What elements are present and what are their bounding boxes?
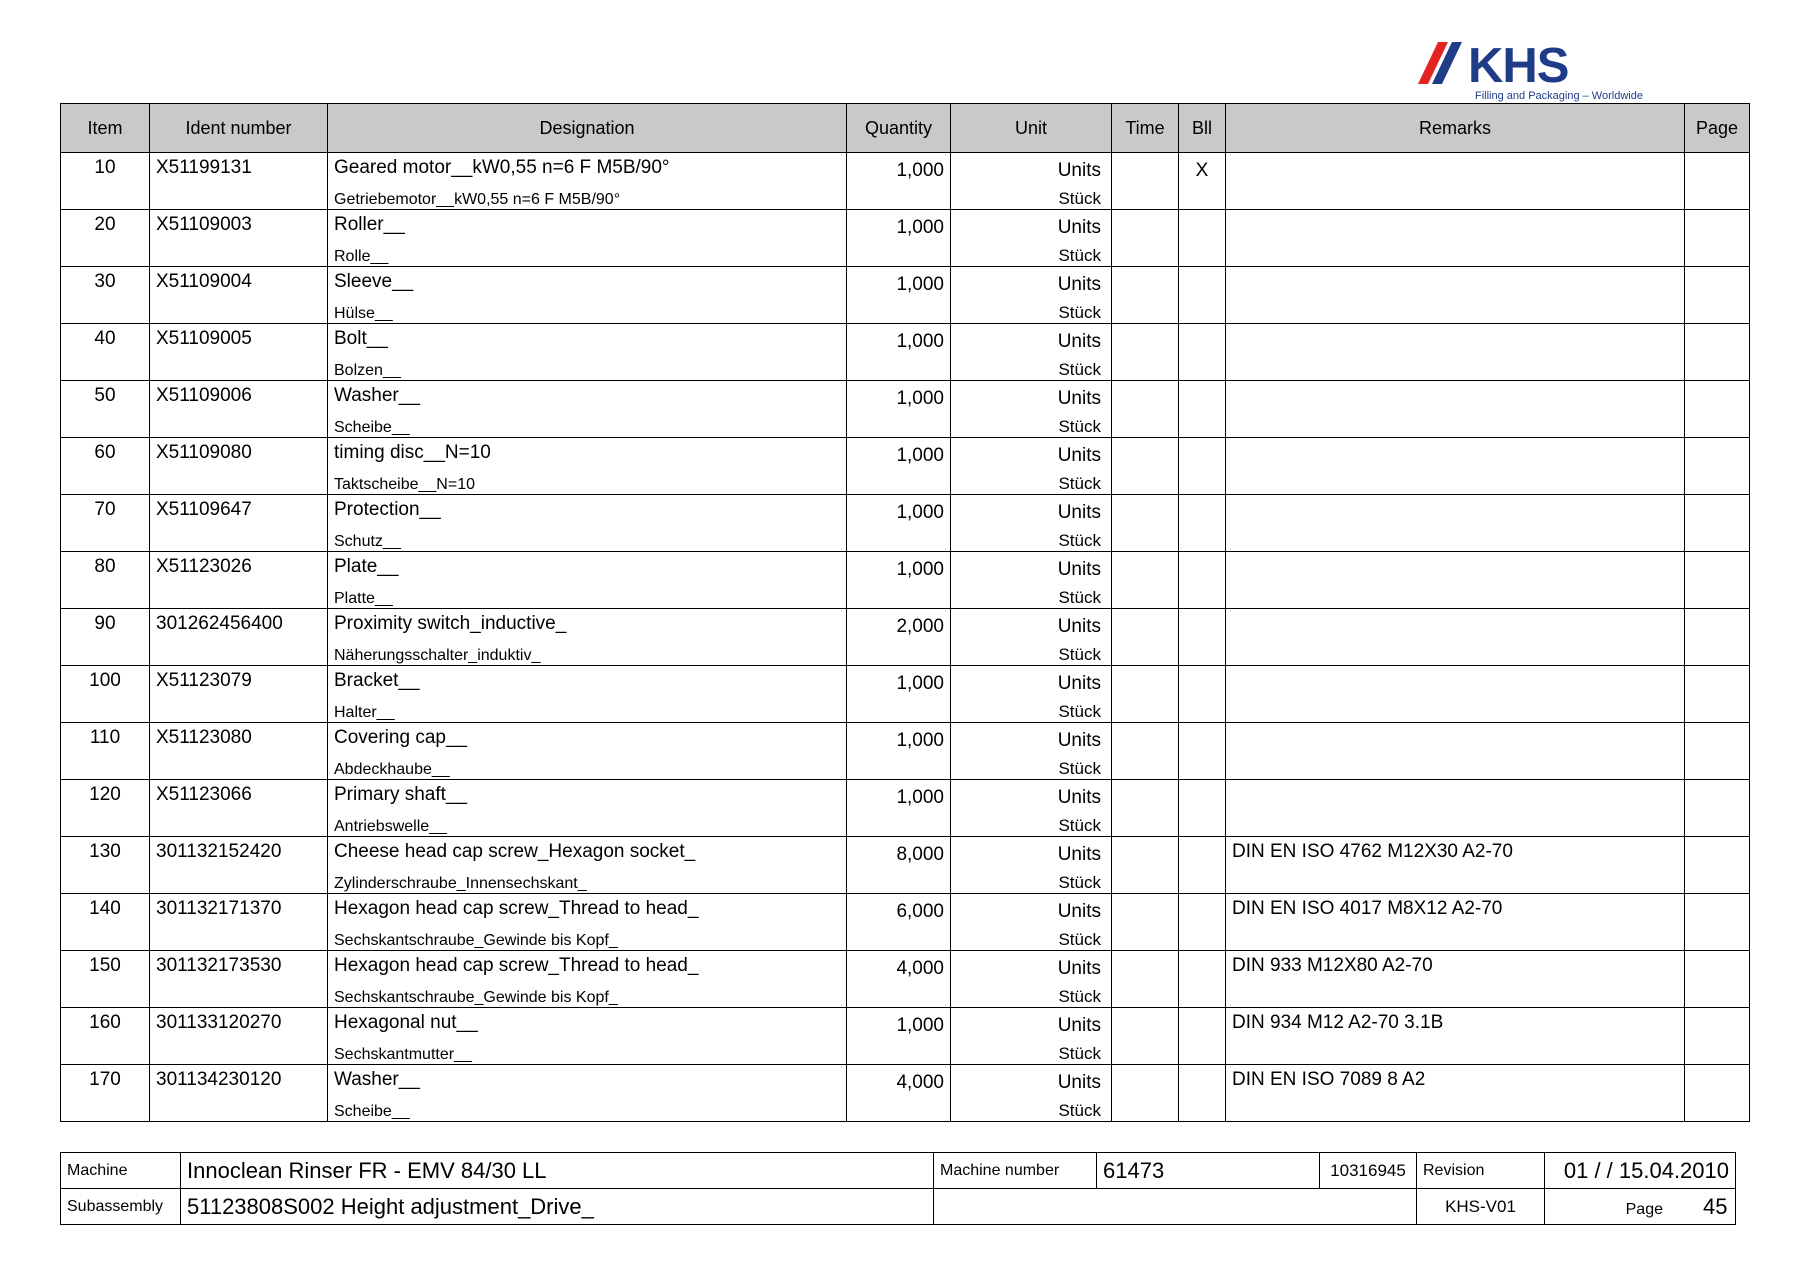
col-header-time: Time (1112, 104, 1179, 153)
bll-mark (1179, 495, 1226, 552)
designation-en: Protection__ (328, 495, 847, 532)
unit-en: Units (951, 153, 1112, 190)
item-number: 20 (61, 210, 150, 267)
table-row (61, 552, 1750, 589)
unit-de: Stück (951, 1101, 1112, 1122)
unit-en: Units (951, 837, 1112, 874)
page-cell-row (1685, 381, 1750, 438)
bll-mark (1179, 267, 1226, 324)
remarks: DIN EN ISO 7089 8 A2 (1226, 1065, 1685, 1122)
designation-de: Sechskantschraube_Gewinde bis Kopf_ (328, 987, 847, 1008)
page-number: 45 (1702, 1193, 1728, 1219)
unit-en: Units (951, 1065, 1112, 1102)
designation-de: Näherungsschalter_induktiv_ (328, 645, 847, 666)
bll-mark (1179, 210, 1226, 267)
designation-de: Zylinderschraube_Innensechskant_ (328, 873, 847, 894)
bll-mark: X (1179, 153, 1226, 210)
bll-mark (1179, 1008, 1226, 1065)
ident-number: X51199131 (150, 153, 328, 210)
table-row (61, 609, 1750, 646)
bll-mark (1179, 381, 1226, 438)
designation-en: Covering cap__ (328, 723, 847, 760)
time-cell (1112, 723, 1179, 780)
time-cell (1112, 837, 1179, 894)
remarks (1226, 438, 1685, 495)
designation-en: Cheese head cap screw_Hexagon socket_ (328, 837, 847, 874)
col-header-page: Page (1685, 104, 1750, 153)
page-cell-row (1685, 837, 1750, 894)
bll-mark (1179, 780, 1226, 837)
unit-en: Units (951, 210, 1112, 247)
designation-de: Scheibe__ (328, 1101, 847, 1122)
item-number: 30 (61, 267, 150, 324)
table-row (61, 1008, 1750, 1045)
page-cell-row (1685, 324, 1750, 381)
page-cell-row (1685, 1065, 1750, 1122)
col-header-ident-number: Ident number (150, 104, 328, 153)
table-row (61, 666, 1750, 703)
item-number: 80 (61, 552, 150, 609)
page-cell-row (1685, 894, 1750, 951)
quantity: 1,000 (847, 153, 951, 210)
remarks: DIN 933 M12X80 A2-70 (1226, 951, 1685, 1008)
item-number: 50 (61, 381, 150, 438)
ident-number: 301132152420 (150, 837, 328, 894)
ident-number: 301262456400 (150, 609, 328, 666)
unit-en: Units (951, 438, 1112, 475)
designation-en: Hexagon head cap screw_Thread to head_ (328, 951, 847, 988)
table-row (61, 267, 1750, 304)
unit-en: Units (951, 267, 1112, 304)
ident-number: X51123079 (150, 666, 328, 723)
col-header-item: Item (61, 104, 150, 153)
remarks (1226, 210, 1685, 267)
item-number: 100 (61, 666, 150, 723)
unit-de: Stück (951, 360, 1112, 381)
remarks (1226, 780, 1685, 837)
designation-de: Sechskantschraube_Gewinde bis Kopf_ (328, 930, 847, 951)
ident-number: X51109005 (150, 324, 328, 381)
table-row (61, 438, 1750, 475)
time-cell (1112, 552, 1179, 609)
unit-en: Units (951, 951, 1112, 988)
bll-mark (1179, 894, 1226, 951)
table-row (61, 1065, 1750, 1102)
unit-de: Stück (951, 531, 1112, 552)
unit-de: Stück (951, 816, 1112, 837)
quantity: 1,000 (847, 495, 951, 552)
quantity: 1,000 (847, 552, 951, 609)
remarks (1226, 153, 1685, 210)
bll-mark (1179, 723, 1226, 780)
time-cell (1112, 951, 1179, 1008)
table-row (61, 495, 1750, 532)
item-number: 90 (61, 609, 150, 666)
time-cell (1112, 894, 1179, 951)
ident-number: X51123080 (150, 723, 328, 780)
unit-de: Stück (951, 1044, 1112, 1065)
unit-de: Stück (951, 189, 1112, 210)
time-cell (1112, 438, 1179, 495)
col-header-designation: Designation (328, 104, 847, 153)
bll-mark (1179, 1065, 1226, 1122)
subassembly-label: Subassembly (61, 1189, 181, 1225)
bll-mark (1179, 951, 1226, 1008)
ident-number: X51123026 (150, 552, 328, 609)
designation-de: Hülse__ (328, 303, 847, 324)
table-row (61, 780, 1750, 817)
table-row (61, 153, 1750, 190)
quantity: 1,000 (847, 723, 951, 780)
unit-en: Units (951, 723, 1112, 760)
ident-number: X51123066 (150, 780, 328, 837)
time-cell (1112, 780, 1179, 837)
parts-table (60, 103, 1750, 1122)
bll-mark (1179, 438, 1226, 495)
designation-de: Bolzen__ (328, 360, 847, 381)
time-cell (1112, 666, 1179, 723)
quantity: 1,000 (847, 438, 951, 495)
designation-en: Washer__ (328, 1065, 847, 1102)
empty-cell (934, 1189, 1417, 1225)
remarks (1226, 723, 1685, 780)
item-number: 160 (61, 1008, 150, 1065)
designation-de: Antriebswelle__ (328, 816, 847, 837)
designation-de: Abdeckhaube__ (328, 759, 847, 780)
item-number: 170 (61, 1065, 150, 1122)
quantity: 4,000 (847, 1065, 951, 1122)
revision-value: 01 / / 15.04.2010 (1545, 1153, 1736, 1189)
designation-en: Washer__ (328, 381, 847, 418)
machine-number-value: 61473 (1097, 1153, 1320, 1189)
ident-number: X51109003 (150, 210, 328, 267)
designation-en: Bracket__ (328, 666, 847, 703)
table-row (61, 324, 1750, 361)
item-number: 140 (61, 894, 150, 951)
designation-en: Proximity switch_inductive_ (328, 609, 847, 646)
unit-de: Stück (951, 417, 1112, 438)
item-number: 130 (61, 837, 150, 894)
time-cell (1112, 267, 1179, 324)
col-header-unit: Unit (951, 104, 1112, 153)
designation-en: Bolt__ (328, 324, 847, 361)
quantity: 1,000 (847, 381, 951, 438)
unit-de: Stück (951, 246, 1112, 267)
quantity: 2,000 (847, 609, 951, 666)
col-header-quantity: Quantity (847, 104, 951, 153)
page-cell-row (1685, 210, 1750, 267)
unit-en: Units (951, 666, 1112, 703)
machine-number-label: Machine number (934, 1153, 1097, 1189)
unit-en: Units (951, 495, 1112, 532)
designation-en: Hexagon head cap screw_Thread to head_ (328, 894, 847, 931)
time-cell (1112, 381, 1179, 438)
remarks (1226, 267, 1685, 324)
ident-number: X51109080 (150, 438, 328, 495)
designation-en: Primary shaft__ (328, 780, 847, 817)
time-cell (1112, 609, 1179, 666)
unit-en: Units (951, 381, 1112, 418)
logo-tagline: Filling and Packaging – Worldwide (1475, 90, 1643, 102)
designation-de: Halter__ (328, 702, 847, 723)
table-row (61, 894, 1750, 931)
quantity: 1,000 (847, 780, 951, 837)
page-cell-row (1685, 438, 1750, 495)
bll-mark (1179, 666, 1226, 723)
quantity: 1,000 (847, 210, 951, 267)
designation-de: Platte__ (328, 588, 847, 609)
designation-de: Rolle__ (328, 246, 847, 267)
quantity: 1,000 (847, 1008, 951, 1065)
item-number: 110 (61, 723, 150, 780)
document-code: KHS-V01 (1417, 1189, 1545, 1225)
designation-de: Sechskantmutter__ (328, 1044, 847, 1065)
item-number: 120 (61, 780, 150, 837)
page-cell (1545, 1189, 1736, 1225)
ident-number: X51109006 (150, 381, 328, 438)
unit-de: Stück (951, 588, 1112, 609)
ident-number: 301132171370 (150, 894, 328, 951)
page-cell-row (1685, 951, 1750, 1008)
unit-de: Stück (951, 702, 1112, 723)
remarks (1226, 324, 1685, 381)
unit-de: Stück (951, 987, 1112, 1008)
table-header-row (61, 104, 1750, 153)
remarks (1226, 381, 1685, 438)
unit-de: Stück (951, 474, 1112, 495)
quantity: 1,000 (847, 267, 951, 324)
item-number: 40 (61, 324, 150, 381)
designation-en: Hexagonal nut__ (328, 1008, 847, 1045)
remarks (1226, 609, 1685, 666)
ident-number: 301134230120 (150, 1065, 328, 1122)
designation-en: timing disc__N=10 (328, 438, 847, 475)
item-number: 70 (61, 495, 150, 552)
quantity: 8,000 (847, 837, 951, 894)
time-cell (1112, 1065, 1179, 1122)
logo-stripes-icon (1418, 40, 1474, 86)
bll-mark (1179, 837, 1226, 894)
page-cell-row (1685, 1008, 1750, 1065)
revision-label: Revision (1417, 1153, 1545, 1189)
unit-de: Stück (951, 645, 1112, 666)
table-row (61, 210, 1750, 247)
page-cell-row (1685, 495, 1750, 552)
page-cell-row (1685, 723, 1750, 780)
unit-de: Stück (951, 873, 1112, 894)
designation-de: Taktscheibe__N=10 (328, 474, 847, 495)
page-cell-row (1685, 609, 1750, 666)
time-cell (1112, 153, 1179, 210)
unit-en: Units (951, 609, 1112, 646)
quantity: 1,000 (847, 324, 951, 381)
quantity: 6,000 (847, 894, 951, 951)
col-header-remarks: Remarks (1226, 104, 1685, 153)
bll-mark (1179, 609, 1226, 666)
item-number: 60 (61, 438, 150, 495)
ident-number: 301133120270 (150, 1008, 328, 1065)
unit-de: Stück (951, 759, 1112, 780)
remarks: DIN EN ISO 4017 M8X12 A2-70 (1226, 894, 1685, 951)
unit-de: Stück (951, 303, 1112, 324)
designation-en: Sleeve__ (328, 267, 847, 304)
ident-number: X51109004 (150, 267, 328, 324)
ident-number: X51109647 (150, 495, 328, 552)
unit-en: Units (951, 324, 1112, 361)
unit-en: Units (951, 780, 1112, 817)
page-cell-row (1685, 267, 1750, 324)
machine-label: Machine (61, 1153, 181, 1189)
table-row (61, 837, 1750, 874)
remarks: DIN EN ISO 4762 M12X30 A2-70 (1226, 837, 1685, 894)
unit-en: Units (951, 552, 1112, 589)
machine-value: Innoclean Rinser FR - EMV 84/30 LL (181, 1153, 934, 1189)
subassembly-value: 51123808S002 Height adjustment_Drive_ (181, 1189, 934, 1225)
bll-mark (1179, 552, 1226, 609)
page-cell-row (1685, 666, 1750, 723)
time-cell (1112, 495, 1179, 552)
page-cell-row (1685, 552, 1750, 609)
col-header-bll: Bll (1179, 104, 1226, 153)
quantity: 4,000 (847, 951, 951, 1008)
remarks (1226, 495, 1685, 552)
remarks (1226, 552, 1685, 609)
unit-en: Units (951, 894, 1112, 931)
document-number: 10316945 (1320, 1153, 1417, 1189)
table-row (61, 951, 1750, 988)
item-number: 10 (61, 153, 150, 210)
title-block (60, 1152, 1736, 1225)
bll-mark (1179, 324, 1226, 381)
designation-de: Scheibe__ (328, 417, 847, 438)
logo-wordmark: KHS (1468, 39, 1569, 93)
table-row (61, 723, 1750, 760)
remarks (1226, 666, 1685, 723)
designation-de: Getriebemotor__kW0,55 n=6 F M5B/90° (328, 189, 847, 210)
remarks: DIN 934 M12 A2-70 3.1B (1226, 1008, 1685, 1065)
page-cell-row (1685, 153, 1750, 210)
time-cell (1112, 1008, 1179, 1065)
quantity: 1,000 (847, 666, 951, 723)
item-number: 150 (61, 951, 150, 1008)
unit-de: Stück (951, 930, 1112, 951)
time-cell (1112, 210, 1179, 267)
page-label: Page (1625, 1200, 1663, 1218)
designation-en: Plate__ (328, 552, 847, 589)
designation-en: Geared motor__kW0,55 n=6 F M5B/90° (328, 153, 847, 190)
time-cell (1112, 324, 1179, 381)
designation-de: Schutz__ (328, 531, 847, 552)
unit-en: Units (951, 1008, 1112, 1045)
table-row (61, 381, 1750, 418)
ident-number: 301132173530 (150, 951, 328, 1008)
khs-logo (1418, 39, 1643, 106)
page-cell-row (1685, 780, 1750, 837)
designation-en: Roller__ (328, 210, 847, 247)
